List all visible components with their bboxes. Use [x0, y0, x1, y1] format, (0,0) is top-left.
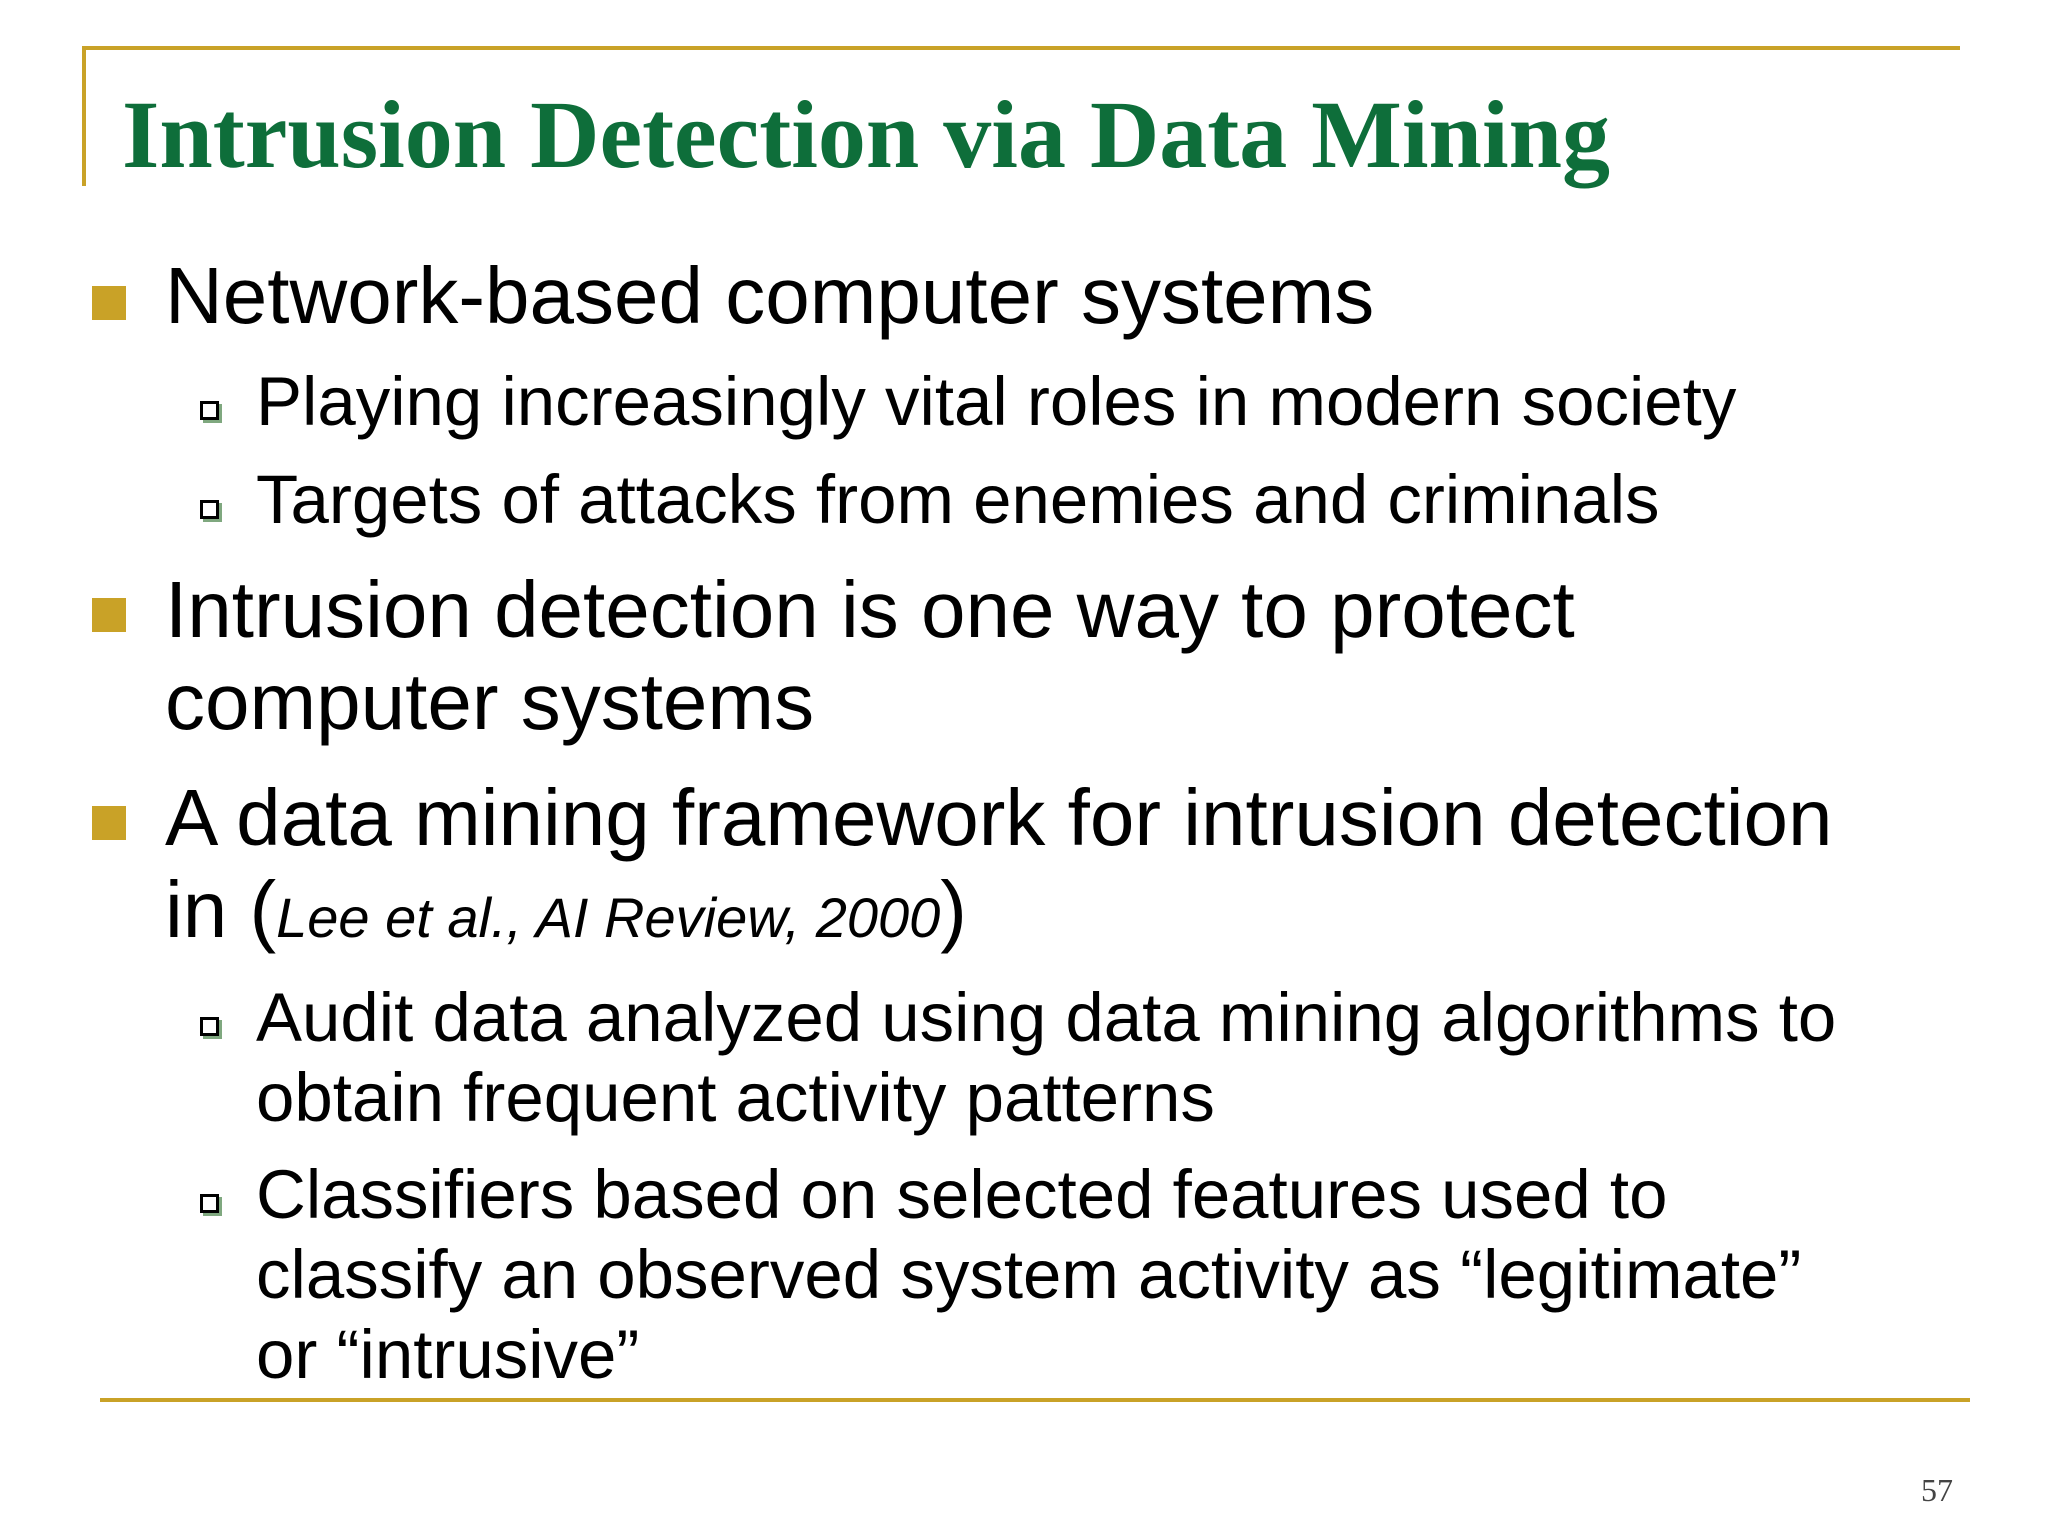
bullet-2-text-line2: computer systems [165, 657, 815, 746]
bullet-3-text-line1: A data mining framework for intrusion detection [165, 773, 1833, 862]
bullet-3-suffix: ) [940, 865, 967, 954]
hollow-square-bullet-icon [200, 1017, 219, 1036]
bullet-3-sub-1-line2: obtain frequent activity patterns [256, 1059, 1215, 1136]
square-bullet-icon [92, 598, 126, 632]
slide-title: Intrusion Detection via Data Mining [122, 81, 1610, 188]
bullet-1-sub-1: Playing increasingly vital roles in modern society [256, 363, 1737, 440]
citation: Lee et al., AI Review, 2000 [276, 886, 941, 949]
hollow-square-bullet-icon [200, 401, 219, 420]
bullet-3-sub-2-line3: or “intrusive” [256, 1316, 640, 1393]
bullet-1-text: Network-based computer systems [165, 251, 1375, 340]
page-number: 57 [1921, 1472, 1953, 1508]
square-bullet-icon [92, 286, 126, 320]
hollow-square-bullet-icon [200, 1194, 219, 1213]
bullet-1-sub-2: Targets of attacks from enemies and criminals [256, 461, 1660, 538]
hollow-square-bullet-icon [200, 500, 219, 519]
square-bullet-icon [92, 806, 126, 840]
bullet-3-sub-1-line1: Audit data analyzed using data mining algorithms to [256, 979, 1837, 1056]
bullet-3-text-line2 [165, 864, 1995, 963]
bullet-3-prefix: in ( [165, 865, 277, 954]
left-border-line [82, 46, 86, 186]
bullet-2-text-line1: Intrusion detection is one way to protect [165, 565, 1575, 654]
bottom-border-line [100, 1398, 1970, 1402]
bullet-3-sub-2-line2: classify an observed system activity as “legitimate” [256, 1236, 1802, 1313]
bullet-3-sub-2-line1: Classifiers based on selected features used to [256, 1156, 1668, 1233]
top-border-line [82, 46, 1960, 50]
